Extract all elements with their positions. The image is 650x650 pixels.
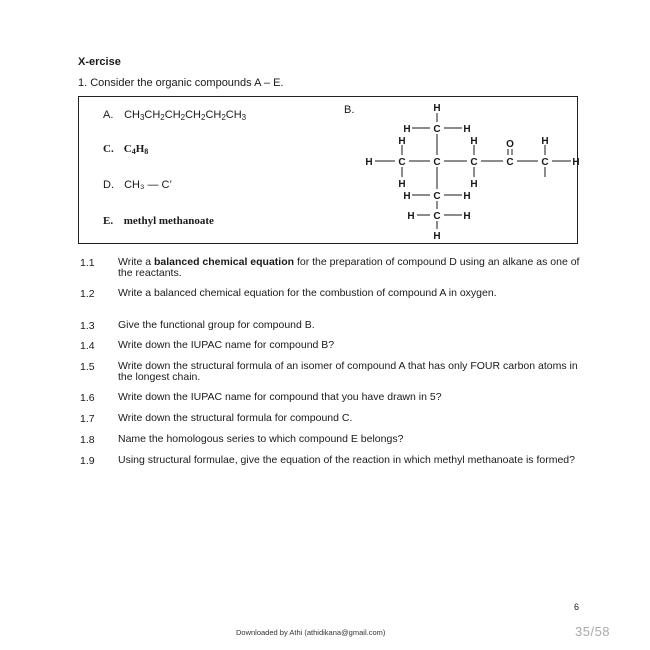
atom: H xyxy=(470,179,478,190)
question-text: Give the functional group for compound B. xyxy=(118,319,315,331)
atom: H xyxy=(470,136,478,147)
atom: H xyxy=(365,157,373,168)
question-number: 1.2 xyxy=(80,288,95,300)
atom: H xyxy=(541,136,549,147)
atom: C xyxy=(433,191,441,202)
question-text: Using structural formulae, give the equation of the reaction in which methyl methanoate is formed? xyxy=(118,454,575,466)
question-text: Write down the IUPAC name for compound B? xyxy=(118,339,335,351)
question-number: 1.3 xyxy=(80,320,95,332)
question-text: Write a balanced chemical equation for the combustion of compound A in oxygen. xyxy=(118,287,497,299)
structure-atoms xyxy=(365,103,579,242)
compound-b-label: B. xyxy=(344,104,355,116)
question-number: 1.8 xyxy=(80,434,95,446)
compound-a-label: A. xyxy=(103,109,114,121)
compound-c xyxy=(103,143,148,155)
page-counter: 35/58 xyxy=(575,624,611,639)
compounds-box xyxy=(78,96,578,244)
atom: H xyxy=(433,103,441,114)
atom: O xyxy=(506,139,514,150)
atom: H xyxy=(433,231,441,242)
atom: H xyxy=(403,191,411,202)
compound-e xyxy=(103,215,214,227)
compound-d-formula: CH₃ — C’ xyxy=(124,179,172,191)
atom: C xyxy=(470,157,478,168)
compound-c-formula: $C_4H_8$ xyxy=(123,143,149,156)
atom: C xyxy=(506,157,514,168)
question-number: 1.1 xyxy=(80,257,95,269)
atom: H xyxy=(403,124,411,135)
atom: H xyxy=(572,157,580,168)
question-text: Write down the IUPAC name for compound that you have drawn in 5? xyxy=(118,391,442,403)
atom: C xyxy=(433,124,441,135)
atom: H xyxy=(407,211,415,222)
question-number: 1.5 xyxy=(80,361,95,373)
question-number: 1.9 xyxy=(80,455,95,467)
atom: C xyxy=(433,157,441,168)
question-number: 1.7 xyxy=(80,413,95,425)
compound-e-label: E. xyxy=(103,215,114,227)
atom: H xyxy=(463,191,471,202)
compound-a xyxy=(103,109,246,121)
question-number: 1.4 xyxy=(80,340,95,352)
atom: H xyxy=(398,136,406,147)
question-text: Write a balanced chemical equation for the preparation of compound D using an alkane as one of the reactants. xyxy=(118,256,580,279)
question-text: Name the homologous series to which compound E belongs? xyxy=(118,433,404,445)
question-text: Write down the structural formula of an isomer of compound A that has only FOUR carbon atoms in the longest chain. xyxy=(118,360,578,383)
compound-c-label: C. xyxy=(103,143,114,155)
question-text: Write down the structural formula for compound C. xyxy=(118,412,353,424)
exercise-intro: 1. Consider the organic compounds A – E. xyxy=(78,77,284,89)
atom: C xyxy=(433,211,441,222)
compound-e-name: methyl methanoate xyxy=(123,215,214,227)
question-number: 1.6 xyxy=(80,392,95,404)
compound-b-structure xyxy=(341,99,580,242)
exercise-title: X-ercise xyxy=(78,56,121,68)
atom: C xyxy=(398,157,406,168)
download-footer: Downloaded by Athi (athidikana@gmail.com) xyxy=(236,628,386,637)
compound-d-label: D. xyxy=(103,179,114,191)
atom: H xyxy=(463,124,471,135)
compound-d xyxy=(103,179,172,191)
atom: H xyxy=(398,179,406,190)
compound-a-formula: $CH_3CH_2CH_2CH_2CH_2CH_3$ xyxy=(124,109,247,122)
atom: C xyxy=(541,157,549,168)
atom: H xyxy=(463,211,471,222)
page-number: 6 xyxy=(574,602,580,612)
